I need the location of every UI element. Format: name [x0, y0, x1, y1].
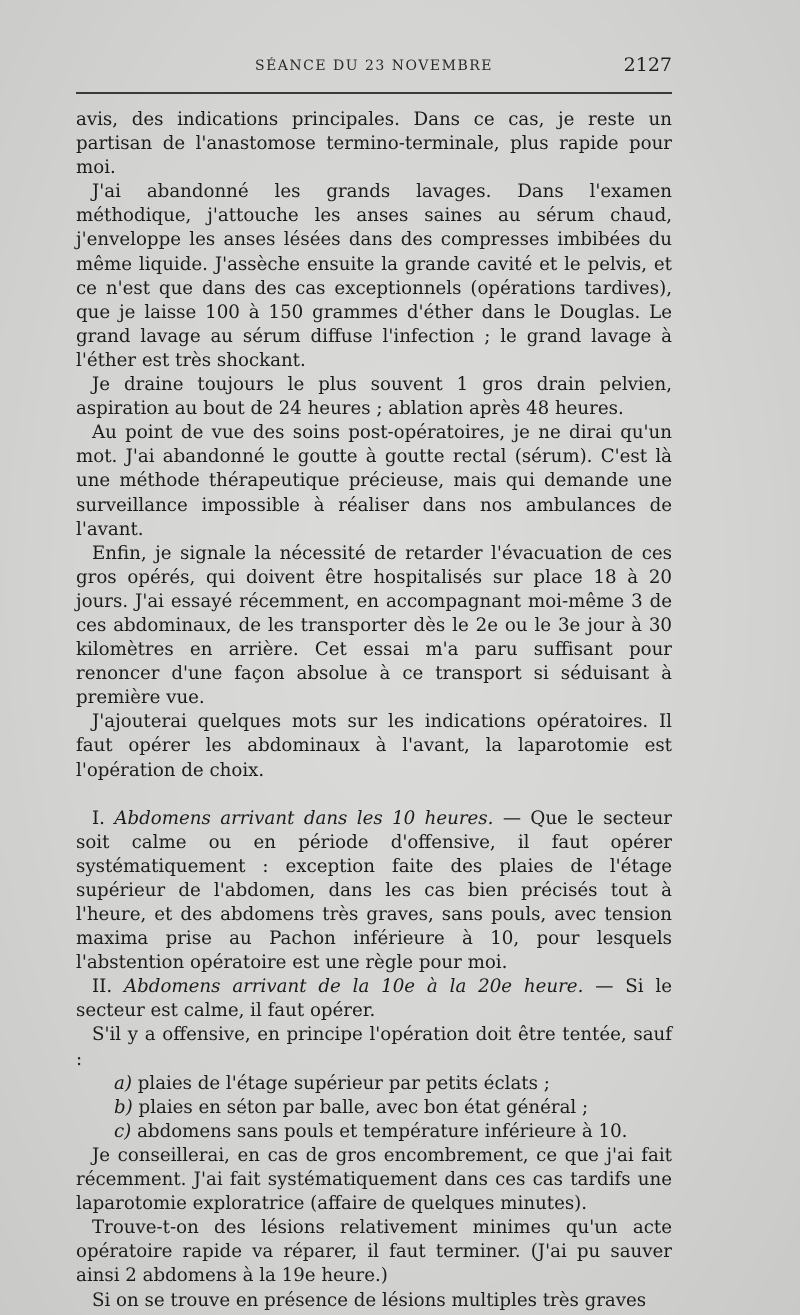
- paragraph: Si on se trouve en présence de lésions multiples très graves: [92, 1289, 647, 1311]
- section-title: Abdomens arrivant de la 10e à la 20e heure.: [124, 976, 584, 998]
- section-two: [76, 975, 672, 1023]
- offensive-intro: S'il y a offensive, en principe l'opération doit être tentée, sauf :: [76, 1024, 672, 1070]
- running-title: SÉANCE DU 23 NOVEMBRE: [255, 58, 493, 74]
- list-text: plaies de l'étage supérieur par petits éclats ;: [137, 1072, 550, 1094]
- paragraph: Enfin, je signale la nécessité de retarder l'évacuation de ces gros opérés, qui doivent être hospitalisés sur place 18 à 20 jours. J'ai essayé récemment, en accompagnant moi-même 3 de ces abdominaux, de les transporter dès le 2e ou le 3e jour à 30 kilomètres en arrière. Cet essai m'a paru suffisant pour renoncer d'une façon absolue à ce transport si séduisant à première vue.: [76, 542, 672, 709]
- page-number: 2127: [623, 54, 672, 76]
- paragraph: Je draine toujours le plus souvent 1 gros drain pelvien, aspiration au bout de 24 heures ; ablation après 48 heures.: [76, 374, 672, 420]
- list-item: [76, 1096, 672, 1120]
- paragraph: Au point de vue des soins post-opératoires, je ne dirai qu'un mot. J'ai abandonné le goutte à goutte rectal (sérum). C'est là une méthode thérapeutique précieuse, mais qui demande une surveillance impossible à réaliser dans nos ambulances de l'avant.: [76, 422, 672, 540]
- header-rule: [76, 92, 672, 94]
- list-item: [76, 1120, 672, 1144]
- section-number: II.: [92, 976, 113, 998]
- page-body: [76, 108, 672, 1313]
- section-one: [76, 807, 672, 976]
- list-letter: b): [114, 1096, 133, 1118]
- paragraph: Je conseillerai, en cas de gros encombrement, ce que j'ai fait récemment. J'ai fait systématiquement dans ces cas tardifs une laparotomie exploratrice (affaire de quelques minutes).: [76, 1144, 672, 1215]
- list-text: abdomens sans pouls et température inférieure à 10.: [137, 1120, 628, 1142]
- paragraph: J'ai abandonné les grands lavages. Dans l'examen méthodique, j'attouche les anses saines au sérum chaud, j'enveloppe les anses lésées dans des compresses imbibées du même liquide. J'assèche ensuite la grande cavité et le pelvis, et ce n'est que dans des cas exceptionnels (opérations tardives), que je laisse 100 à 150 grammes d'éther dans le Douglas. Le grand lavage au sérum diffuse l'infection ; le grand lavage à l'éther est très shockant.: [76, 181, 672, 371]
- list-item: [76, 1072, 672, 1096]
- section-number: I.: [92, 807, 105, 829]
- paragraph: J'ajouterai quelques mots sur les indications opératoires. Il faut opérer les abdominaux à l'avant, la laparotomie est l'opération de choix.: [76, 711, 672, 781]
- list-letter: c): [114, 1120, 132, 1142]
- section-title: Abdomens arrivant dans les 10 heures.: [114, 807, 494, 829]
- paragraph: Trouve-t-on des lésions relativement minimes qu'un acte opératoire rapide va réparer, il faut terminer. (J'ai pu sauver ainsi 2 abdomens à la 19e heure.): [76, 1217, 672, 1287]
- section-text: — Si le secteur est calme, il faut opérer.: [76, 976, 672, 1022]
- paragraph: avis, des indications principales. Dans ce cas, je reste un partisan de l'anastomose termino-terminale, plus rapide pour moi.: [76, 109, 672, 179]
- section-text: — Que le secteur soit calme ou en période d'offensive, il faut opérer systématiquement : exception faite des plaies de l'étage supérieur de l'abdomen, dans les cas bien précisés tout à l'heure, et des abdomens très graves, sans pouls, avec tension maxima prise au Pachon inférieure à 10, pour lesquels l'abstention opératoire est une règle pour moi.: [76, 807, 672, 974]
- list-letter: a): [114, 1072, 132, 1094]
- list-text: plaies en séton par balle, avec bon état général ;: [138, 1096, 589, 1118]
- running-header: [76, 52, 672, 82]
